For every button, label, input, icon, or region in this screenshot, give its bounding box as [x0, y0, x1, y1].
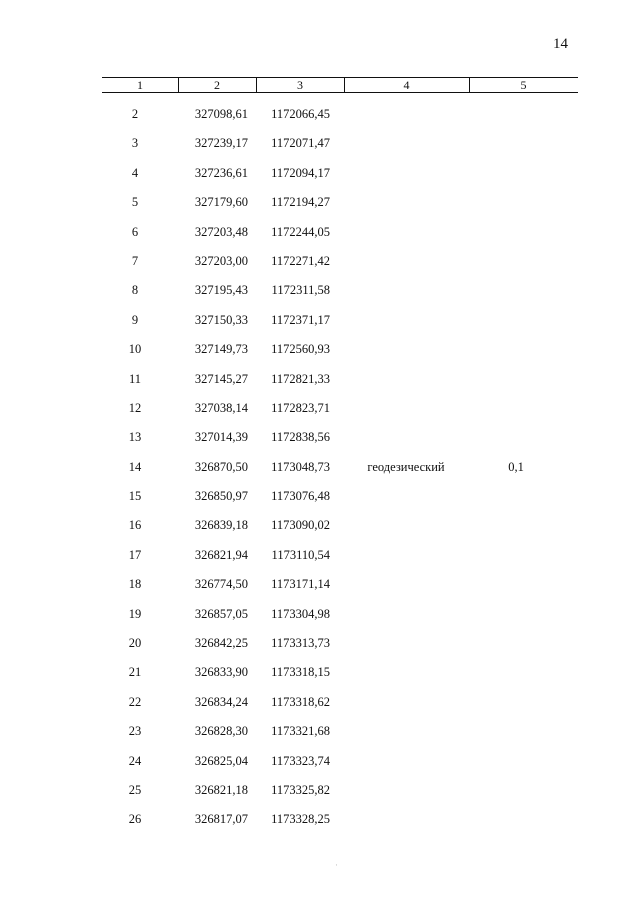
cell-coord-x: 326817,07	[194, 812, 248, 827]
cell-coord-x: 326850,97	[194, 489, 248, 504]
cell-point-number: 23	[128, 724, 142, 739]
cell-accuracy: 0,1	[508, 459, 524, 474]
cell-coord-y: 1172823,71	[271, 400, 330, 415]
table-row	[102, 663, 578, 692]
cell-point-number: 19	[128, 606, 142, 621]
cell-coord-y: 1173318,15	[271, 665, 330, 680]
table-row	[102, 605, 578, 634]
cell-coord-x: 327203,48	[194, 224, 248, 239]
cell-point-number: 5	[131, 195, 139, 210]
cell-coord-x: 327038,14	[194, 400, 248, 415]
cell-coord-y: 1173076,48	[271, 489, 330, 504]
table-row	[102, 752, 578, 781]
cell-coord-x: 327150,33	[194, 312, 248, 327]
cell-coord-x: 327098,61	[194, 107, 248, 121]
cell-coord-x: 326833,90	[194, 665, 248, 680]
table-row	[102, 693, 578, 722]
scan-mark: ·	[335, 860, 338, 870]
cell-coord-y: 1172560,93	[271, 342, 330, 357]
table-body	[102, 105, 578, 840]
table-row	[102, 134, 578, 163]
cell-coord-y: 1172071,47	[271, 136, 330, 151]
cell-point-number: 25	[128, 782, 142, 797]
cell-coord-y: 1173323,74	[271, 753, 330, 768]
header-col-3: 3	[256, 78, 345, 92]
cell-coord-y: 1173318,62	[271, 694, 330, 709]
header-col-1: 1	[102, 78, 179, 92]
cell-coord-y: 1173313,73	[271, 636, 330, 651]
table-row	[102, 634, 578, 663]
cell-coord-x: 326834,24	[194, 694, 248, 709]
table-header	[102, 77, 578, 93]
table-row	[102, 546, 578, 575]
cell-coord-y: 1172066,45	[271, 107, 330, 121]
cell-coord-x: 327179,60	[194, 195, 248, 210]
cell-coord-x: 327236,61	[194, 165, 248, 180]
cell-coord-y: 1173304,98	[271, 606, 330, 621]
cell-point-number: 8	[131, 283, 139, 298]
cell-coord-y: 1173325,82	[271, 782, 330, 797]
table-row	[102, 193, 578, 222]
table-row	[102, 516, 578, 545]
cell-coord-x: 326857,05	[194, 606, 248, 621]
cell-coord-x: 326825,04	[194, 753, 248, 768]
cell-coord-y: 1172244,05	[271, 224, 330, 239]
table-row	[102, 370, 578, 399]
cell-coord-x: 327145,27	[194, 371, 248, 386]
cell-method: геодезический	[367, 459, 445, 474]
cell-coord-x: 326821,94	[194, 547, 248, 562]
header-col-2: 2	[178, 78, 257, 92]
table-row	[102, 223, 578, 252]
cell-coord-y: 1172194,27	[271, 195, 330, 210]
cell-point-number: 11	[128, 371, 142, 386]
table-row	[102, 281, 578, 310]
cell-point-number: 16	[128, 518, 142, 533]
cell-point-number: 2	[131, 107, 139, 121]
cell-point-number: 17	[128, 547, 142, 562]
cell-point-number: 12	[128, 400, 142, 415]
cell-coord-x: 326774,50	[194, 577, 248, 592]
cell-coord-x: 326828,30	[194, 724, 248, 739]
cell-point-number: 24	[128, 753, 142, 768]
cell-point-number: 4	[131, 165, 139, 180]
cell-coord-y: 1172311,58	[271, 283, 330, 298]
table-row	[102, 311, 578, 340]
cell-point-number: 26	[128, 812, 142, 827]
cell-coord-y: 1172838,56	[271, 430, 330, 445]
cell-coord-x: 326842,25	[194, 636, 248, 651]
table-row	[102, 575, 578, 604]
table-row	[102, 458, 578, 487]
cell-point-number: 22	[128, 694, 142, 709]
cell-coord-y: 1173328,25	[271, 812, 330, 827]
cell-coord-y: 1173110,54	[271, 547, 330, 562]
cell-coord-y: 1173171,14	[271, 577, 330, 592]
table-row	[102, 722, 578, 751]
cell-point-number: 21	[128, 665, 142, 680]
table-row	[102, 399, 578, 428]
header-col-5: 5	[520, 78, 527, 92]
cell-coord-y: 1173048,73	[271, 459, 330, 474]
cell-coord-x: 326870,50	[194, 459, 248, 474]
cell-coord-x: 326839,18	[194, 518, 248, 533]
cell-coord-x: 327203,00	[194, 253, 248, 268]
table-row	[102, 428, 578, 457]
cell-coord-x: 327195,43	[194, 283, 248, 298]
cell-coord-y: 1172271,42	[271, 253, 330, 268]
table-row	[102, 340, 578, 369]
page-number: 14	[553, 36, 568, 52]
table-row	[102, 105, 578, 134]
cell-point-number: 3	[131, 136, 139, 151]
header-col-4: 4	[344, 78, 470, 92]
cell-coord-x: 327239,17	[194, 136, 248, 151]
cell-point-number: 6	[131, 224, 139, 239]
cell-point-number: 7	[131, 253, 139, 268]
table-row	[102, 164, 578, 193]
cell-coord-y: 1173090,02	[271, 518, 330, 533]
table-row	[102, 487, 578, 516]
table-row	[102, 781, 578, 810]
table-row	[102, 252, 578, 281]
cell-coord-x: 327149,73	[194, 342, 248, 357]
cell-coord-y: 1172371,17	[271, 312, 330, 327]
cell-coord-y: 1172094,17	[271, 165, 330, 180]
cell-point-number: 20	[128, 636, 142, 651]
cell-coord-x: 326821,18	[194, 782, 248, 797]
cell-point-number: 18	[128, 577, 142, 592]
cell-point-number: 15	[128, 489, 142, 504]
cell-coord-x: 327014,39	[194, 430, 248, 445]
cell-coord-y: 1173321,68	[271, 724, 330, 739]
cell-point-number: 14	[128, 459, 142, 474]
table-row	[102, 810, 578, 839]
cell-point-number: 13	[128, 430, 142, 445]
cell-coord-y: 1172821,33	[271, 371, 330, 386]
cell-point-number: 9	[131, 312, 139, 327]
cell-point-number: 10	[128, 342, 142, 357]
